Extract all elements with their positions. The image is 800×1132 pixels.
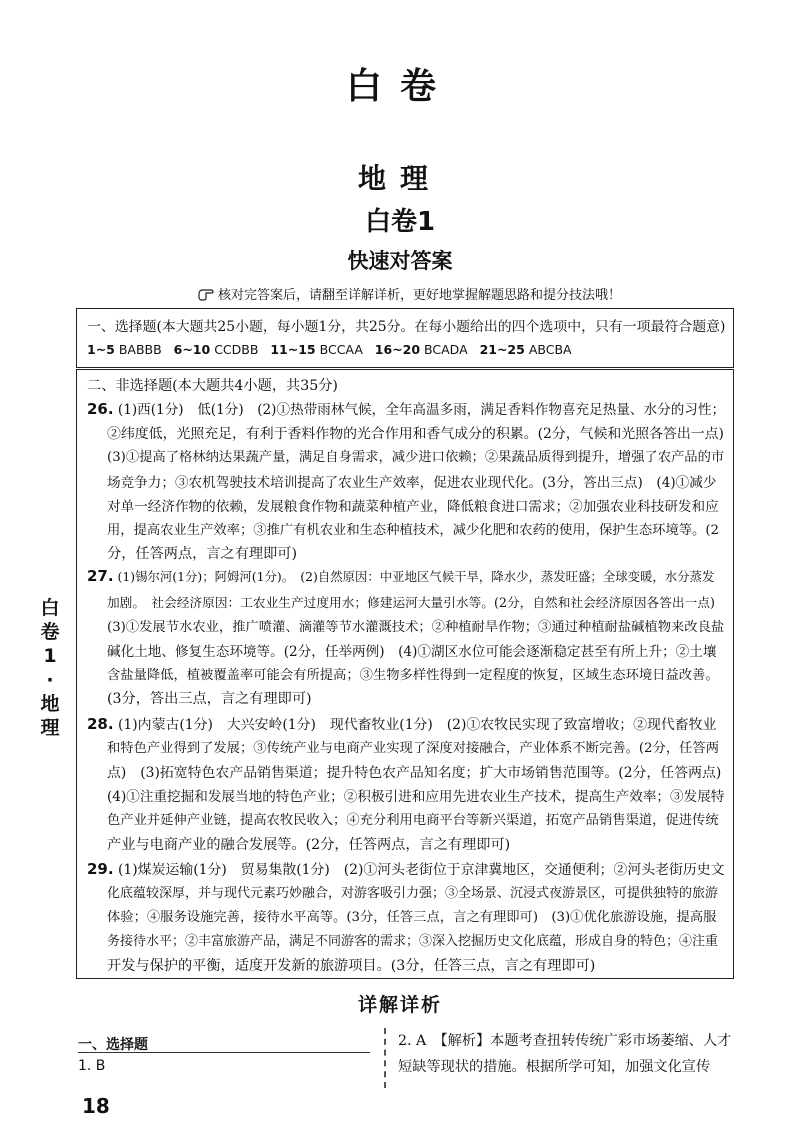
pointing-hand-icon [198,287,214,301]
answer-1: 1. B [78,1058,106,1074]
answer-line [107,761,721,781]
question-number: 29. [87,859,114,878]
divider-line [78,1052,370,1053]
answer-text: 和特色产业得到了发展；③传统产业与电商产业实现了深度对接融合，产业体系不断完善。(2分，任答两 [107,740,720,756]
answer-text: 碱化土地、修复生态环境等。(2分，任举两例) (4)①湖区水位可能会逐渐稳定甚至有所上升；②土壤 [107,644,717,660]
answer-line [107,834,510,854]
detail-heading: 详解详析 [357,994,442,1016]
nonchoice-heading: 二、非选择题(本大题共4小题，共35分) [87,378,338,394]
answer-group: 1~5 BABBB [87,342,162,357]
answer-text: ②纬度低，光照充足，有利于香料作物的光合作用和香气成分的积累。(2分，气候和光照各答出一点) [107,426,724,443]
answer-text: 务接待水平；②丰富旅游产品，满足不同游客的需求；③深入挖掘历史文化底蕴，形成自身的特色；④注重 [107,934,719,950]
answer-text: 体验；④服务设施完善，接待水平高等。(3分，任答三点，言之有理即可) (3)①优化旅游设施，提高服 [107,910,717,926]
answer-line [107,471,716,491]
answer-line [107,930,718,949]
answer-line [107,688,312,708]
answer-text: 场竞争力；③农机驾驶技术培训提高了农业生产效率，促进农业现代化。(3分，答出三点) (4)①减少 [107,474,717,491]
volume-title: 白卷1 [364,207,436,237]
answer-line [87,567,714,585]
nonchoice-answer-box [76,369,734,979]
answer-line [107,616,724,635]
question-number: 26. [87,400,114,418]
answer-text: 对单一经济作物的依赖，发展粮食作物和蔬菜种植产业，降低粮食进口需求；②加强农业科技研发和应 [107,498,719,515]
answer-line [107,882,718,901]
page-number: 18 [82,1094,110,1118]
answer-text: 开发与保护的平衡，适度开发新的旅游项目。(3分，任答三点，言之有理即可) [107,957,596,974]
answer-2-line: 2. A 【解析】本题考查扭转传统广彩市场萎缩、人才 [398,1033,732,1049]
page-title: 白卷 [345,66,454,107]
tip-text: 核对完答案后，请翻至详解详析，更好地掌握解题思路和提分技法哦！ [218,288,622,303]
answer-text: 分，任答两点，言之有理即可) [107,546,297,563]
answer-group: 6~10 CCDBB [173,342,259,357]
answer-text: 加剧。 社会经济原因：工农业生产过度用水；修建运河大量引水等。(2分，自然和社会经济原因各答出一点) [107,594,715,610]
answer-line [107,422,724,442]
answer-line [107,906,716,925]
question-number: 28. [87,714,114,733]
answer-text: (3分，答出三点，言之有理即可) [107,691,312,708]
answer-text: 含盐量降低，植被覆盖率可能会有所提高；③生物多样性得到一定程度的恢复，区域生态环境日益改善。 [107,668,719,684]
quick-answers-heading: 快速对答案 [347,249,453,273]
answer-line [107,640,716,660]
answer-line [107,543,297,563]
answer-line [107,785,724,805]
answer-text: (3)①提高了格林纳达果蔬产量，满足自身需求，减少进口依赖；②果蔬品质得到提升，增强了农产品的市 [107,450,725,466]
tip-note [198,284,621,303]
column-divider [384,1028,386,1088]
choice-heading: 一、选择题(本大题共25小题，每小题1分，共25分。在每小题给出的四个选项中，只有一项最符合题意) [87,319,726,335]
answer-2-line: 短缺等现状的措施。根据所学可知，加强文化宣传 [398,1059,711,1075]
answer-line [87,398,725,418]
side-label: 白 卷 1 · 地 理 [40,597,60,739]
choice-answers-row [87,342,572,357]
answer-line [87,713,716,733]
answer-line [107,809,719,828]
answer-text: 化底蕴较深厚，并与现代元素巧妙融合，对游客吸引力强；③全场景、沉浸式夜游景区，可提供独特的旅游 [107,886,719,901]
answer-group: 11~15 BCCAA [270,342,363,357]
subject-title: 地理 [357,162,442,195]
answer-text: (1)内蒙古(1分) 大兴安岭(1分) 现代畜牧业(1分) (2)①农牧民实现了致富增收；②现代畜牧业 [118,716,717,733]
answer-group: 16~20 BCADA [374,342,468,357]
answer-line [87,858,725,878]
answer-text: (4)①注重挖掘和发展当地的特色产业；②积极引进和应用先进农业生产技术，提高生产效率；③发展特 [107,789,725,806]
selection-heading: 一、选择题 [78,1037,148,1053]
answer-line [107,664,719,683]
answer-group: 21~25 ABCBA [479,342,572,357]
answer-text: (1)煤炭运输(1分) 贸易集散(1分) (2)①河头老街位于京津冀地区，交通便利；②河头老街历史文 [118,861,725,878]
answer-text: (3)①发展节水农业，推广喷灌、滴灌等节水灌溉技术；②种植耐旱作物；③通过种植耐盐碱植物来改良盐 [107,619,725,635]
answer-line [107,519,719,538]
answer-line [107,446,724,465]
answer-text: (1)锡尔河(1分)；阿姆河(1分)。 (2)自然原因：中亚地区气候干旱，降水少，蒸发旺盛；全球变暖，水分蒸发 [117,569,715,585]
answer-text: 点) (3)拓宽特色农产品销售渠道；提升特色农产品知名度；扩大市场销售范围等。(2分，任答两点) [107,765,722,781]
answer-text: 产业与电商产业的融合发展等。(2分，任答两点，言之有理即可) [107,836,511,853]
answer-line [107,737,719,756]
answer-text: 用，提高农业生产效率；③推广有机农业和生态种植技术，减少化肥和农药的使用，保护生态环境等。(2 [107,523,720,538]
choice-answer-box [76,308,734,368]
answer-line [107,592,715,611]
answer-text: 色产业并延伸产业链，提高农牧民收入；④充分利用电商平台等新兴渠道，拓宽产品销售渠道，促进传统 [107,813,719,829]
answer-text: (1)西(1分) 低(1分) (2)①热带雨林气候，全年高温多雨，满足香料作物喜充足热量、水分的习性； [117,402,726,418]
answer-line [107,955,595,975]
question-number: 27. [87,567,114,586]
answer-line [107,495,719,515]
